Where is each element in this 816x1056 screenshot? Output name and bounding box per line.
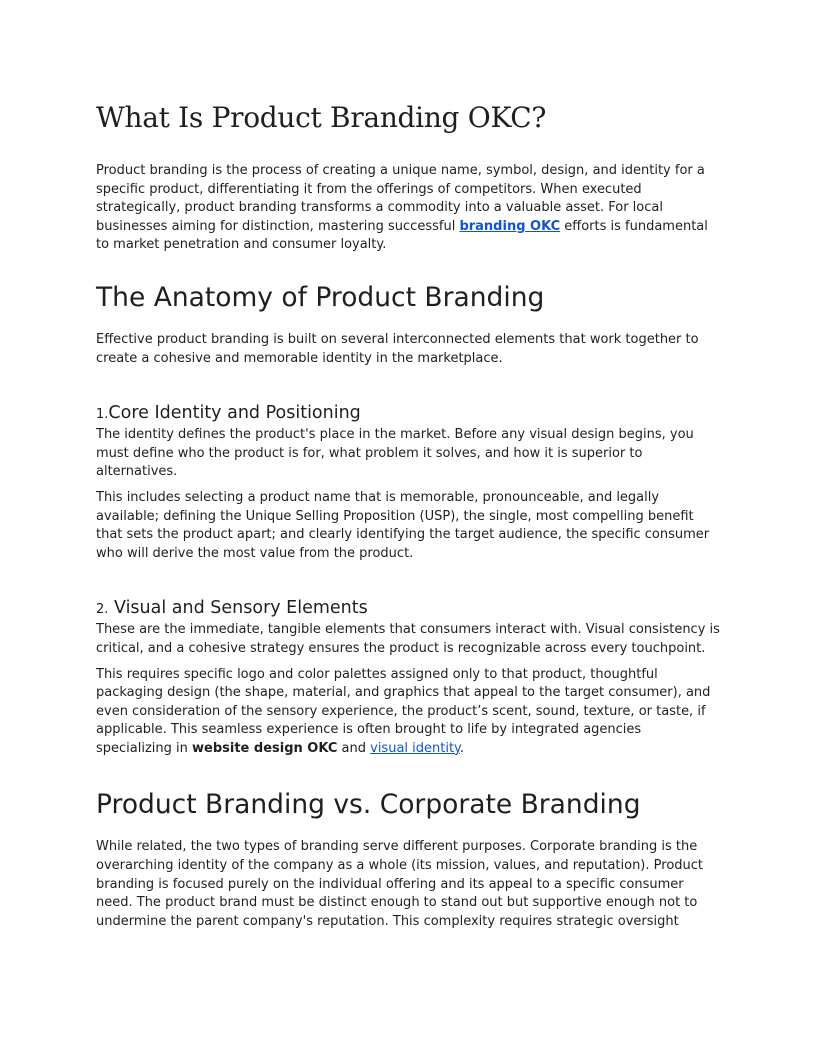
page-title: What Is Product Branding OKC?: [96, 101, 547, 134]
visual-text-and: and: [337, 740, 371, 756]
intro-text-after: efforts is fundamental to market penetration and consumer loyalty.: [96, 218, 708, 253]
branding-okc-link[interactable]: branding OKC: [459, 218, 561, 234]
intro-text-before: Product branding is the process of creating a unique name, symbol, design, and identity for a specific product, differentiating it from the offerings of competitors. When executed strategically, product branding transforms a commodity into a valuable asset. For local businesses aiming for distinction, mastering successful: [96, 163, 705, 234]
document-content: [96, 100, 720, 931]
intro-paragraph: [96, 162, 720, 255]
section-heading-product-vs-corporate: Product Branding vs. Corporate Branding: [96, 789, 641, 821]
subheading-text: Core Identity and Positioning: [108, 403, 361, 424]
visual-sensory-paragraph-1: These are the immediate, tangible elements that consumers interact with. Visual consistency is critical, and a cohesive strategy ensures the product is recognizable across every touchpoint.: [96, 622, 720, 656]
visual-text-before: This requires specific logo and color palettes assigned only to that product, thoughtful packaging design (the shape, material, and graphics that appeal to the target consumer), and even consideration of the sensory experience, the product’s scent, sound, texture, or taste, if applicable. This seamless experience is often brought to life by integrated agencies specializing in: [96, 666, 711, 756]
core-identity-paragraph-1: The identity defines the product's place in the market. Before any visual design begins, you must define who the product is for, what problem it solves, and how it is superior to alternatives.: [96, 427, 694, 480]
core-identity-paragraph-2: This includes selecting a product name that is memorable, pronounceable, and legally available; defining the Unique Selling Proposition (USP), the single, most compelling benefit that sets the product apart; and clearly identifying the target audience, the specific consumer who will derive the most value from the product.: [96, 489, 710, 561]
visual-sensory-paragraph-2: [96, 666, 720, 759]
subheading-visual-sensory: [96, 597, 720, 621]
section-product-vs-corporate-intro: While related, the two types of branding serve different purposes. Corporate branding is the overarching identity of the company as a whole (its mission, values, and reputation). Product branding is focused purely on the individual offering and its appeal to a specific consumer need. The product brand must be distinct enough to stand out but supportive enough not to undermine the parent company's reputation. This complexity requires strategic oversight: [96, 839, 704, 929]
visual-text-end: .: [459, 740, 465, 756]
subheading-text: Visual and Sensory Elements: [113, 598, 368, 619]
website-design-okc-bold: website design OKC: [192, 740, 338, 756]
visual-identity-link[interactable]: visual identity: [370, 740, 460, 756]
list-number: 1.: [96, 407, 109, 423]
section-heading-anatomy: The Anatomy of Product Branding: [96, 281, 545, 313]
section-anatomy-intro: Effective product branding is built on several interconnected elements that work together to create a cohesive and memorable identity in the marketplace.: [96, 331, 699, 366]
subheading-core-identity: [96, 402, 720, 426]
list-number: 2.: [96, 602, 109, 618]
